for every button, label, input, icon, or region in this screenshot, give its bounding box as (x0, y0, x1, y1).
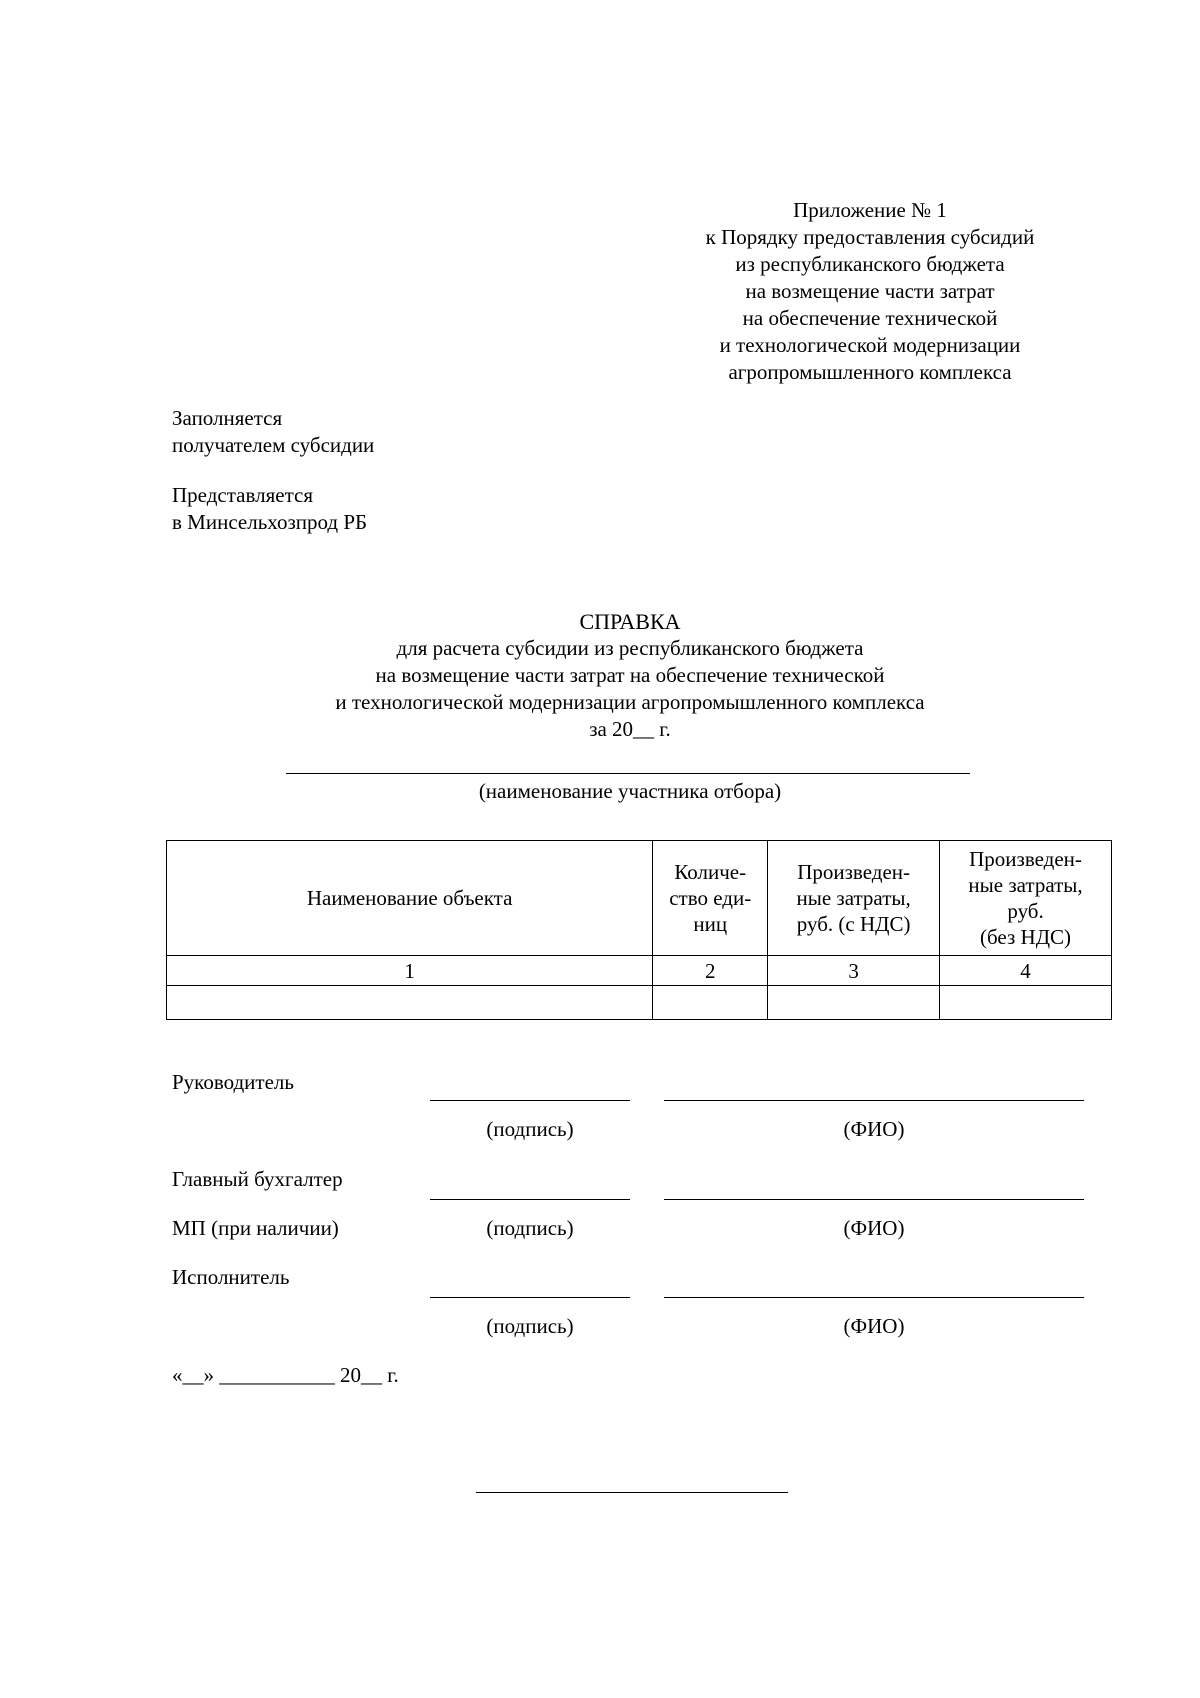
submitted-to-note (172, 482, 572, 536)
note-line: получателем субсидии (172, 433, 375, 457)
bottom-separator (476, 1492, 788, 1493)
table-header-row (167, 841, 1112, 956)
title-line: для расчета субсидии из республиканского бюджета (396, 636, 864, 660)
appendix-line: из республиканского бюджета (735, 252, 1005, 276)
costs-with-vat-cell[interactable] (768, 986, 940, 1020)
chief-accountant-name-line[interactable] (664, 1199, 1084, 1200)
column-number-row (167, 956, 1112, 986)
appendix-line: агропромышленного комплекса (728, 360, 1012, 384)
quantity-cell[interactable] (653, 986, 768, 1020)
document-title (200, 608, 1060, 743)
executor-name-line[interactable] (664, 1297, 1084, 1298)
appendix-line: и технологической модернизации (719, 333, 1021, 357)
signature-caption: (подпись) (486, 1117, 574, 1141)
column-number: 2 (653, 956, 768, 986)
appendix-line: к Порядку предоставления субсидий (705, 225, 1035, 249)
signature-caption: (подпись) (486, 1216, 574, 1240)
name-caption: (ФИО) (843, 1216, 905, 1240)
note-line: в Минсельхозпрод РБ (172, 510, 368, 534)
participant-caption-block (200, 778, 1060, 805)
column-number: 1 (167, 956, 653, 986)
executor-signature-line[interactable] (430, 1297, 630, 1298)
objects-table (166, 840, 1112, 1020)
appendix-line: на возмещение части затрат (745, 279, 995, 303)
title-line: и технологической модернизации агропромышленного комплекса (335, 690, 925, 714)
table-row (167, 986, 1112, 1020)
header-costs-with-vat: Произведен- ные затраты, руб. (с НДС) (768, 841, 940, 956)
title-line: на возмещение части затрат на обеспечение технической (375, 663, 885, 687)
note-line: Заполняется (172, 406, 283, 430)
column-number: 4 (940, 956, 1112, 986)
appendix-line: на обеспечение технической (742, 306, 998, 330)
name-caption: (ФИО) (843, 1117, 905, 1141)
date-line[interactable]: «__» ___________ 20__ г. (172, 1363, 399, 1387)
appendix-header (660, 197, 1080, 386)
head-label: Руководитель (172, 1070, 294, 1094)
column-number: 3 (768, 956, 940, 986)
filled-by-note (172, 405, 572, 459)
object-name-cell[interactable] (167, 986, 653, 1020)
participant-name-line[interactable] (286, 773, 970, 774)
title-line: за 20__ г. (589, 717, 671, 741)
name-caption: (ФИО) (843, 1314, 905, 1338)
chief-accountant-label: Главный бухгалтер (172, 1167, 343, 1191)
header-quantity: Количе- ство еди- ниц (653, 841, 768, 956)
title-heading: СПРАВКА (579, 609, 681, 634)
costs-without-vat-cell[interactable] (940, 986, 1112, 1020)
executor-label: Исполнитель (172, 1265, 290, 1289)
signature-caption: (подпись) (486, 1314, 574, 1338)
participant-caption: (наименование участника отбора) (478, 779, 782, 803)
appendix-line: Приложение № 1 (793, 198, 947, 222)
head-signature-line[interactable] (430, 1100, 630, 1101)
chief-accountant-signature-line[interactable] (430, 1199, 630, 1200)
header-object-name: Наименование объекта (167, 841, 653, 956)
note-line: Представляется (172, 483, 313, 507)
head-name-line[interactable] (664, 1100, 1084, 1101)
header-costs-without-vat: Произведен- ные затраты, руб. (без НДС) (940, 841, 1112, 956)
stamp-label: МП (при наличии) (172, 1216, 339, 1240)
